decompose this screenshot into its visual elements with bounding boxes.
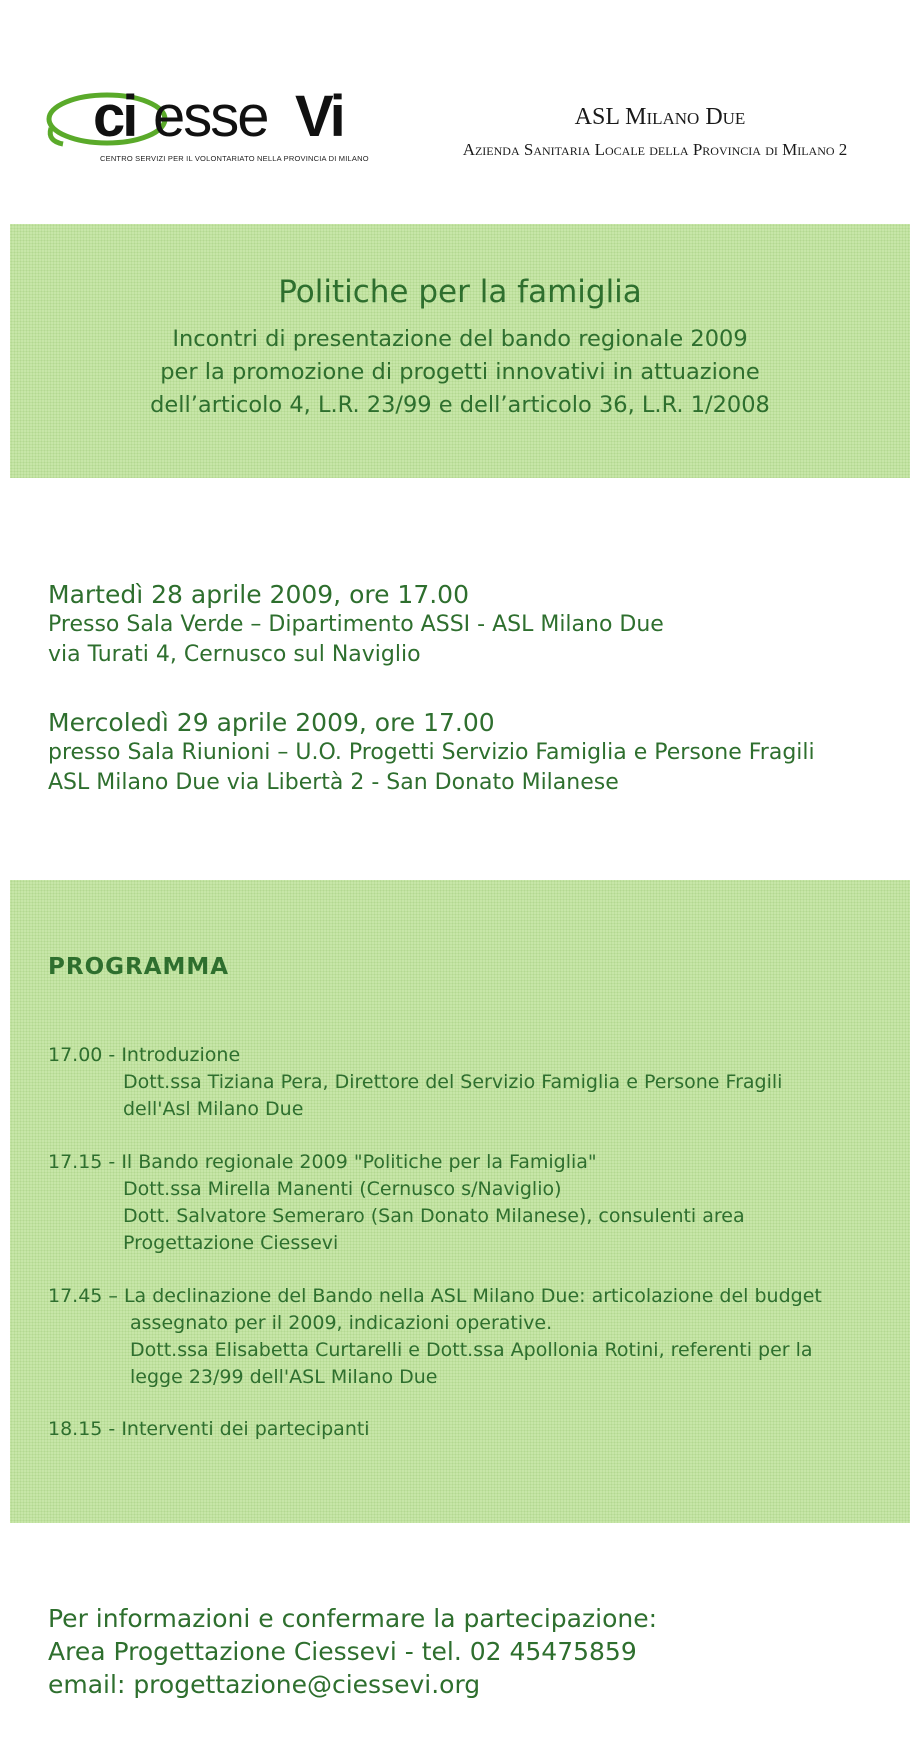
svg-text:ci: ci (93, 86, 136, 149)
program-item-time: 17.15 - Il Bando regionale 2009 "Politiche per la Famiglia" (48, 1151, 597, 1173)
program-item-detail: legge 23/99 dell'ASL Milano Due (130, 1366, 438, 1388)
svg-text:Vi: Vi (295, 86, 343, 149)
program-item-time: 17.45 – La declinazione del Bando nella ASL Milano Due: articolazione del budget (48, 1285, 822, 1307)
contact-block (48, 1604, 657, 1699)
program-item-detail: Dott.ssa Mirella Manenti (Cernusco s/Naviglio) (123, 1178, 562, 1200)
event-address: via Turati 4, Cernusco sul Naviglio (48, 642, 421, 667)
event-1 (48, 580, 664, 667)
asl-subtitle: Azienda Sanitaria Locale della Provincia di Milano 2 (462, 140, 848, 159)
event-address: ASL Milano Due via Libertà 2 - San Donato Milanese (48, 770, 619, 795)
logo-caption: CENTRO SERVIZI PER IL VOLONTARIATO NELLA PROVINCIA DI MILANO (100, 154, 369, 163)
contact-heading: Per informazioni e confermare la partecipazione: (48, 1604, 658, 1633)
program-box (10, 880, 910, 1523)
program-title: PROGRAMMA (48, 954, 230, 980)
event-location: Presso Sala Verde – Dipartimento ASSI - ASL Milano Due (48, 612, 664, 637)
program-item-detail: assegnato per il 2009, indicazioni operative. (130, 1312, 553, 1334)
subtitle-line: per la promozione di progetti innovativi in attuazione (160, 359, 760, 385)
event-2 (48, 708, 815, 795)
subtitle-line: Incontri di presentazione del bando regionale 2009 (172, 326, 748, 352)
event-location: presso Sala Riunioni – U.O. Progetti Servizio Famiglia e Persone Fragili (48, 740, 815, 765)
ciessevi-logo-mark (45, 86, 385, 156)
event-date: Mercoledì 29 aprile 2009, ore 17.00 (48, 708, 495, 737)
program-item-detail: Dott. Salvatore Semeraro (San Donato Milanese), consulenti area (123, 1205, 745, 1227)
program-item-time: 17.00 - Introduzione (48, 1044, 241, 1066)
contact-phone: Area Progettazione Ciessevi - tel. 02 45475859 (48, 1637, 637, 1666)
program-item-detail: dell'Asl Milano Due (123, 1098, 304, 1120)
page-title: Politiche per la famiglia (278, 274, 642, 310)
program-item-detail: Dott.ssa Elisabetta Curtarelli e Dott.ssa Apollonia Rotini, referenti per la (130, 1339, 813, 1361)
program-item-time: 18.15 - Interventi dei partecipanti (48, 1418, 370, 1440)
svg-text:esse: esse (153, 86, 268, 149)
title-box (10, 224, 910, 478)
event-date: Martedì 28 aprile 2009, ore 17.00 (48, 580, 469, 609)
asl-title: ASL Milano Due (574, 104, 746, 130)
program-item-detail: Dott.ssa Tiziana Pera, Direttore del Servizio Famiglia e Persone Fragili (123, 1071, 783, 1093)
program-item-detail: Progettazione Ciessevi (123, 1232, 339, 1254)
subtitle-line: dell’articolo 4, L.R. 23/99 e dell’articolo 36, L.R. 1/2008 (150, 392, 770, 418)
contact-email[interactable]: email: progettazione@ciessevi.org (48, 1670, 481, 1699)
